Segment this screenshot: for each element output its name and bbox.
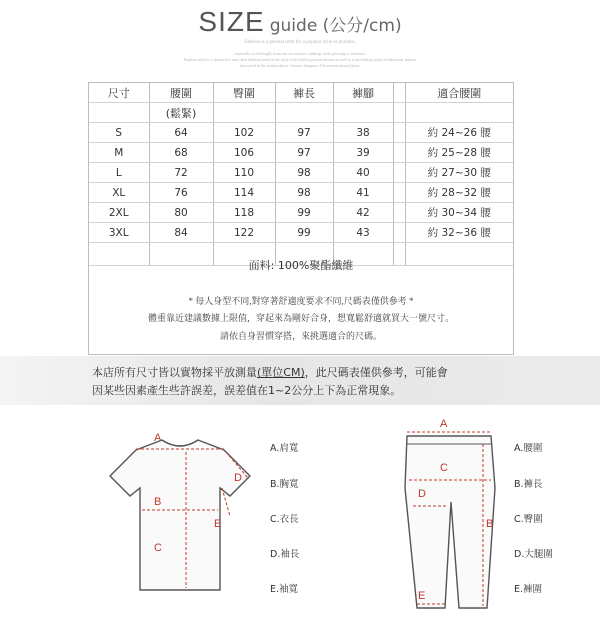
table-row: 3XL 84 122 99 43 約 32~36 腰 — [89, 223, 513, 243]
pants-marker-b: B — [486, 518, 494, 530]
shirt-marker-e: E — [214, 518, 222, 530]
faint-tagline-4: also noted in the nomenclature climatic designers The nomenclatural items. — [239, 63, 361, 68]
table-row: M 68 106 97 39 約 25~28 腰 — [89, 143, 513, 163]
pants-marker-c: C — [440, 462, 448, 474]
note-choose-size: 請依自身習慣穿搭，來挑選適合的尺碼。 — [219, 331, 382, 341]
note-size-reference: * 每人身型不同,對穿著舒適度要求不同,尺碼表僅供參考 * — [188, 296, 414, 306]
pants-marker-a: A — [440, 418, 448, 430]
measurement-disclaimer — [0, 356, 600, 405]
faint-tagline-2: especially in clothing& footwear, accessories, makeup, body piercing or furniture. — [234, 51, 366, 56]
shirt-marker-c: C — [154, 542, 162, 554]
header-size: 尺寸 — [89, 83, 149, 103]
faint-tagline-3: Fashion refers to a distinctive and often habitual trend in the style with which a person dresses as well as to prevailing styles in behaviour fashion — [183, 57, 417, 62]
note-weight-advice: 體重靠近建議數據上限值，穿起來為剛好合身，想寬鬆舒適就買大一號尺寸。 — [147, 313, 454, 323]
shirt-legend-d: D.袖長 — [270, 549, 300, 560]
pants-legend-d: D.大腿圍 — [514, 549, 553, 560]
size-table-box — [88, 82, 514, 355]
measurement-diagrams — [0, 418, 600, 627]
pants-outline — [405, 436, 495, 608]
faint-tagline-1: Fashion is a general term for a popular style or practice, — [244, 40, 356, 45]
table-row: XL 76 114 98 41 約 28~32 腰 — [89, 183, 513, 203]
shirt-marker-b: B — [154, 496, 162, 508]
header-length: 褲長 — [275, 83, 333, 103]
pants-legend-e: E.褲圍 — [514, 584, 543, 595]
pants-marker-d: D — [418, 488, 426, 500]
header-fit: 適合腰圍 — [405, 83, 513, 103]
shirt-legend-a: A.肩寬 — [270, 443, 299, 454]
table-row: L 72 110 98 40 約 27~30 腰 — [89, 163, 513, 183]
tshirt-diagram — [80, 418, 340, 627]
header-waist: 腰圍 — [149, 83, 213, 103]
title-guide: guide (公分/cm) — [269, 16, 402, 36]
table-row: S 64 102 97 38 約 24~26 腰 — [89, 123, 513, 143]
pants-legend-b: B.褲長 — [514, 479, 543, 490]
shirt-legend-c: C.衣長 — [270, 514, 299, 525]
table-row: 2XL 80 118 99 42 約 30~34 腰 — [89, 203, 513, 223]
fabric-info: 面料: 100%聚酯纖維 — [248, 259, 354, 272]
disclaimer-line-1: 本店所有尺寸皆以實物採平放測量(單位CM)，此尺碼表僅供參考，可能會 — [92, 366, 448, 379]
unit-cm: (單位CM) — [257, 366, 305, 379]
size-guide-title — [0, 6, 600, 38]
table-header-row — [89, 83, 513, 103]
pants-legend-c: C.臀圍 — [514, 514, 543, 525]
shirt-marker-a: A — [154, 432, 162, 444]
title-size: SIZE — [198, 6, 265, 37]
shirt-marker-d: D — [234, 472, 242, 484]
size-table — [89, 83, 513, 266]
subheader-elastic: (鬆緊) — [149, 103, 213, 123]
shirt-legend-e: E.袖寬 — [270, 584, 299, 595]
table-subheader-row — [89, 103, 513, 123]
tshirt-outline — [110, 440, 250, 590]
pants-legend-a: A.腰圍 — [514, 443, 543, 454]
pants-diagram — [395, 418, 515, 627]
header-hem: 褲腳 — [333, 83, 393, 103]
pants-marker-e: E — [418, 590, 426, 602]
header-hip: 臀圍 — [213, 83, 275, 103]
disclaimer-line-2: 因某些因素產生些許誤差，誤差值在1~2公分上下為正常現象。 — [92, 384, 402, 397]
shirt-legend-b: B.胸寬 — [270, 479, 299, 490]
